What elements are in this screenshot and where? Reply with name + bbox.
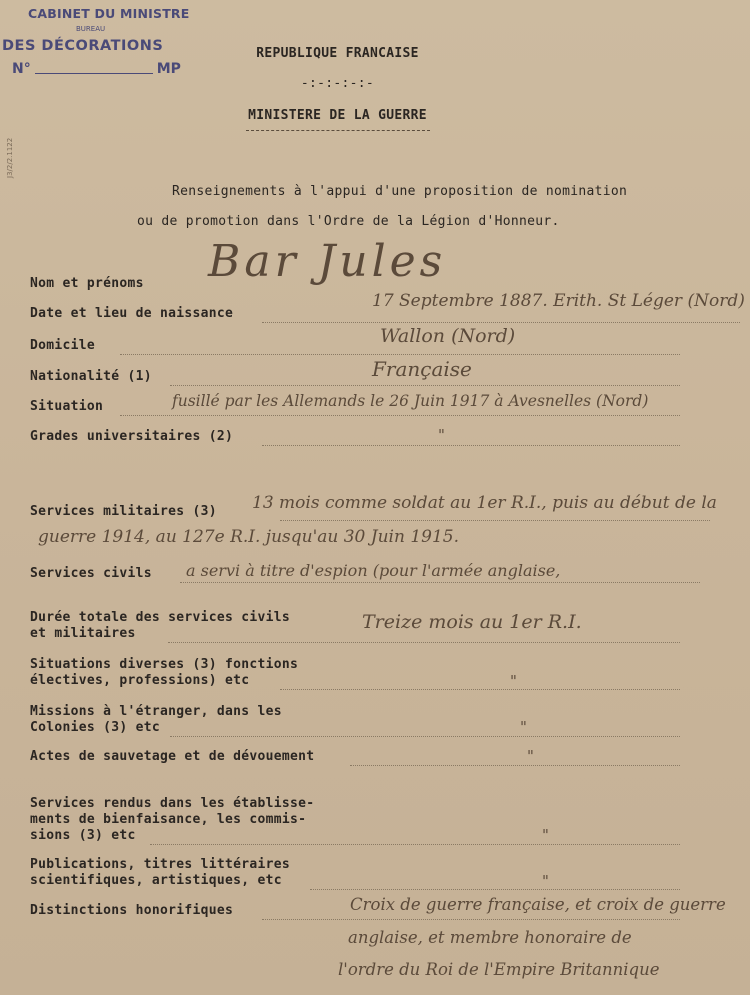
label-naissance: Date et lieu de naissance	[30, 306, 234, 321]
value-publications: "	[542, 872, 549, 890]
value-services-civils: a servi à titre d'espion (pour l'armée anglaise,	[186, 561, 561, 580]
ministry-underline	[246, 130, 430, 131]
value-services-rendus: "	[542, 826, 549, 844]
intro-line-2: ou de promotion dans l'Ordre de la Légion d'Honneur.	[137, 214, 560, 229]
dotted-line-situations	[280, 689, 680, 690]
value-actes: "	[527, 747, 534, 765]
value-duree: Treize mois au 1er R.I.	[362, 611, 582, 633]
stamp-line-cabinet: CABINET DU MINISTRE	[28, 6, 190, 21]
label-grades: Grades universitaires (2)	[30, 429, 234, 444]
dotted-line-grades	[262, 445, 680, 446]
label-duree-2: et militaires	[30, 626, 136, 641]
value-missions: "	[520, 718, 527, 736]
dotted-line-actes	[350, 765, 680, 766]
value-services-militaires-2: guerre 1914, au 127e R.I. jusqu'au 30 Juin 1915.	[38, 527, 459, 547]
stamp-line-bureau: BUREAU	[76, 25, 106, 33]
stamp-no-label: N°	[12, 61, 31, 77]
dotted-line-situation	[120, 415, 680, 416]
label-duree-1: Durée totale des services civils	[30, 610, 291, 625]
value-distinctions-1: Croix de guerre française, et croix de guerre	[350, 895, 726, 914]
label-missions-2: Colonies (3) etc	[30, 720, 161, 735]
label-nom: Nom et prénoms	[30, 276, 144, 291]
value-grades: "	[438, 426, 445, 444]
heading-ornament: -:-:-:-:-	[300, 76, 375, 91]
stamp-number-line	[12, 61, 181, 77]
decorations-stamp	[2, 4, 198, 80]
value-nationalite: Française	[372, 357, 472, 381]
value-nom: Bar Jules	[208, 236, 447, 287]
value-distinctions-3: l'ordre du Roi de l'Empire Britannique	[338, 960, 660, 979]
dotted-line-missions	[170, 736, 680, 737]
label-publications-1: Publications, titres littéraires	[30, 857, 291, 872]
label-domicile: Domicile	[30, 338, 96, 353]
label-actes: Actes de sauvetage et de dévouement	[30, 749, 315, 764]
dotted-line-publications	[310, 889, 680, 890]
dotted-line-services-militaires	[280, 520, 710, 521]
value-services-militaires-1: 13 mois comme soldat au 1er R.I., puis au début de la	[252, 493, 717, 513]
label-missions-1: Missions à l'étranger, dans les	[30, 704, 282, 719]
label-distinctions: Distinctions honorifiques	[30, 903, 234, 918]
label-nationalite: Nationalité (1)	[30, 369, 152, 384]
republic-heading: REPUBLIQUE FRANCAISE	[256, 46, 419, 61]
value-situations: "	[510, 672, 517, 690]
label-services-militaires: Services militaires (3)	[30, 504, 217, 519]
label-situations-2: électives, professions) etc	[30, 673, 250, 688]
stamp-number-rule	[35, 73, 153, 74]
dotted-line-services-civils	[180, 582, 700, 583]
dotted-line-nationalite	[170, 385, 680, 386]
value-domicile: Wallon (Nord)	[380, 325, 516, 347]
dotted-line-services-rendus	[150, 844, 680, 845]
label-services-civils: Services civils	[30, 566, 152, 581]
label-publications-2: scientifiques, artistiques, etc	[30, 873, 282, 888]
stamp-code: MP	[156, 61, 181, 77]
stamp-line-decorations: DES DÉCORATIONS	[2, 38, 164, 54]
label-situations-1: Situations diverses (3) fonctions	[30, 657, 299, 672]
label-services-rendus-2: ments de bienfaisance, les commis-	[30, 812, 307, 827]
value-naissance: 17 Septembre 1887. Erith. St Léger (Nord)	[372, 291, 745, 311]
dotted-line-naissance	[262, 322, 740, 323]
label-services-rendus-3: sions (3) etc	[30, 828, 136, 843]
value-situation: fusillé par les Allemands le 26 Juin 1917 à Avesnelles (Nord)	[172, 392, 649, 410]
value-distinctions-2: anglaise, et membre honoraire de	[348, 928, 632, 947]
dotted-line-domicile	[120, 354, 680, 355]
label-situation: Situation	[30, 399, 104, 414]
label-services-rendus-1: Services rendus dans les établisse-	[30, 796, 315, 811]
intro-line-1: Renseignements à l'appui d'une proposition de nomination	[172, 184, 628, 199]
ministry-heading: MINISTERE DE LA GUERRE	[248, 108, 427, 123]
dotted-line-duree	[168, 642, 680, 643]
dotted-line-distinctions	[262, 919, 680, 920]
margin-note: J3/2/2.1122	[6, 137, 14, 178]
